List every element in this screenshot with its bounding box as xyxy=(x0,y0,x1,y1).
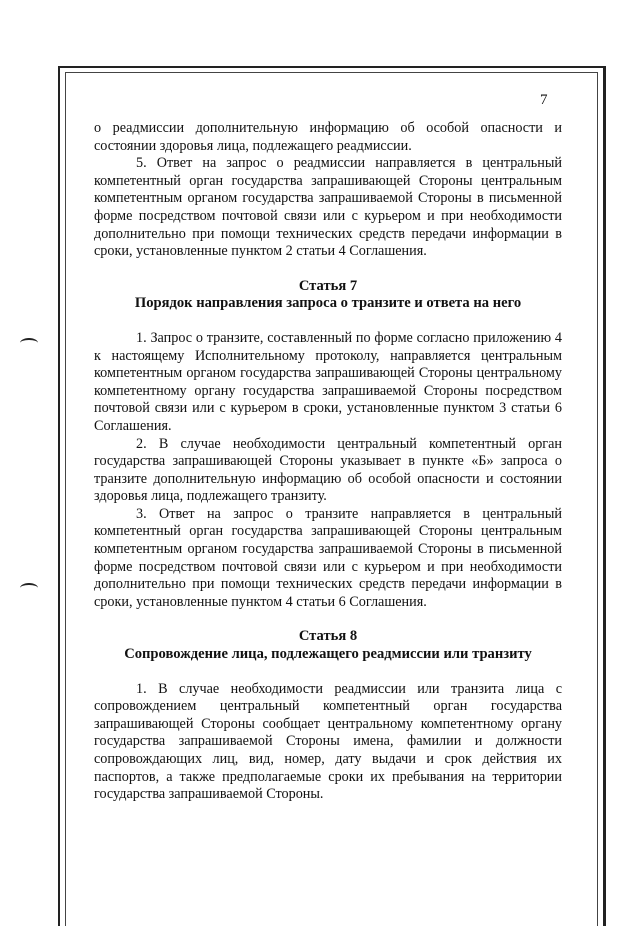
binder-hole-mark xyxy=(20,338,38,348)
paragraph: о реадмиссии дополнительную информацию об особой опасности и состоянии здоровья лица, подлежащего реадмиссии. xyxy=(94,120,562,154)
article-title: Статья 8 xyxy=(298,628,358,645)
page-number: 7 xyxy=(540,92,548,108)
paragraph: 1. Запрос о транзите, составленный по форме согласно приложению 4 к настоящему Исполнительному протоколу, направляется центральным компетентным органом государства запрашивающей Стороны центральному компетентному органу государства запрашиваемой Стороны посредством почтовой связи или с курьером в сроки, установленные пунктом 3 статьи 6 Соглашения. xyxy=(94,329,562,434)
article-subtitle: Сопровождение лица, подлежащего реадмиссии или транзиту xyxy=(124,646,532,663)
paragraph: 5. Ответ на запрос о реадмиссии направляется в центральный компетентный орган государства запрашивающей Стороны центральным компетентным органом государства запрашиваемой Стороны в письменной форме посредством почтовой связи или с курьером и при необходимости дополнительно при помощи технических средств передачи информации в сроки, установленные пунктом 2 статьи 4 Соглашения. xyxy=(94,155,562,260)
paragraph: 2. В случае необходимости центральный компетентный орган государства запрашивающей Стороны указывает в пункте «Б» запроса о транзите дополнительную информацию об особой опасности и состоянии здоровья лица, подлежащего транзиту. xyxy=(94,435,562,505)
paragraph: 1. В случае необходимости реадмиссии или транзита лица с сопровождением центральный компетентный орган государства запрашивающей Стороны сообщает центральному компетентному органу государства запрашиваемой Стороны имена, фамилии и должности сопровождающих лиц, вид, номер, дату выдачи и срок действия их паспортов, а также предполагаемые сроки их пребывания на территории государства запрашиваемой Стороны. xyxy=(94,680,562,803)
document-body xyxy=(94,120,562,804)
article-title: Статья 7 xyxy=(298,277,358,294)
article-subtitle: Порядок направления запроса о транзите и ответа на него xyxy=(134,295,522,312)
paragraph: 3. Ответ на запрос о транзите направляется в центральный компетентный орган государства запрашивающей Стороны центральным компетентным органом государства запрашиваемой Стороны в письменной форме посредством почтовой связи или с курьером и при необходимости дополнительно при помощи технических средств передачи информации в сроки, установленные пунктом 4 статьи 6 Соглашения. xyxy=(94,505,562,610)
binder-hole-mark xyxy=(20,583,38,593)
